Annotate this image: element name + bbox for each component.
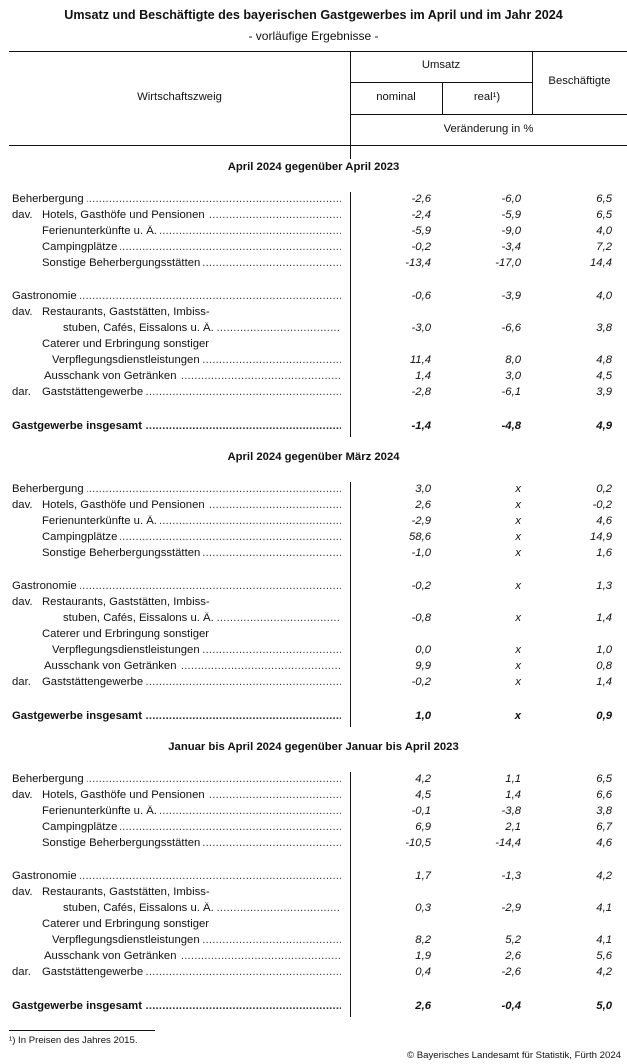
table-row: [0, 209, 627, 225]
row-label: Beherbergung: [12, 193, 87, 205]
table-row: [0, 918, 627, 946]
value-real: -14,4: [495, 837, 521, 849]
row-label: Beherbergung: [12, 483, 87, 495]
value-real: -9,0: [501, 225, 521, 237]
value-beschaeftigte: 4,6: [596, 515, 612, 527]
value-nominal: -0,2: [411, 676, 431, 688]
header-umsatz: Umsatz: [421, 59, 461, 71]
table-row: [0, 870, 627, 886]
value-real: 2,6: [505, 950, 521, 962]
value-nominal: 1,7: [415, 870, 431, 882]
value-beschaeftigte: 4,9: [596, 420, 612, 432]
table-row: [0, 531, 627, 547]
value-nominal: -0,8: [411, 612, 431, 624]
row-label: Campingplätze: [42, 531, 120, 543]
section-title: April 2024 gegenüber März 2024: [227, 451, 400, 463]
row-label: Sonstige Beherbergungsstätten: [42, 547, 203, 559]
copyright: © Bayerisches Landesamt für Statistik, Fürth 2024: [407, 1050, 621, 1061]
value-nominal: 4,2: [415, 773, 431, 785]
value-beschaeftigte: 4,2: [596, 870, 612, 882]
value-nominal: -1,0: [411, 547, 431, 559]
section-title: April 2024 gegenüber April 2023: [227, 161, 400, 173]
table-row: [0, 660, 627, 676]
table-row: [0, 805, 627, 821]
value-beschaeftigte: 1,4: [596, 676, 612, 688]
row-prefix: dav.: [12, 499, 33, 511]
row-label: Ferienunterkünfte u. Ä.: [42, 805, 160, 817]
value-real: -1,3: [501, 870, 521, 882]
value-real: 5,2: [505, 934, 521, 946]
value-real: x: [515, 660, 521, 672]
header-beschaeftigte: Beschäftigte: [548, 75, 611, 87]
value-beschaeftigte: 4,5: [596, 370, 612, 382]
row-label: Ausschank von Getränken: [44, 950, 180, 962]
value-beschaeftigte: 6,5: [596, 193, 612, 205]
value-nominal: -13,4: [405, 257, 431, 269]
value-beschaeftigte: 1,4: [596, 612, 612, 624]
table-row: [0, 386, 627, 402]
row-label: Ausschank von Getränken: [44, 370, 180, 382]
table-row: [0, 193, 627, 209]
value-real: -17,0: [495, 257, 521, 269]
row-label-continuation: stuben, Cafés, Eissalons u. Ä.: [63, 612, 217, 624]
row-label: Gastronomie: [12, 290, 80, 302]
value-nominal: 6,9: [415, 821, 431, 833]
value-beschaeftigte: 1,0: [596, 644, 612, 656]
value-nominal: 2,6: [415, 1000, 431, 1012]
table-row: [0, 547, 627, 563]
value-real: x: [515, 580, 521, 592]
row-label: Gastgewerbe insgesamt: [12, 420, 145, 432]
value-nominal: -2,9: [411, 515, 431, 527]
row-label: Hotels, Gasthöfe und Pensionen: [42, 789, 208, 801]
header-umsatz-rule: [350, 82, 532, 83]
value-real: 2,1: [505, 821, 521, 833]
value-nominal: -1,4: [411, 420, 431, 432]
value-real: -2,9: [501, 902, 521, 914]
table-row: [0, 789, 627, 805]
value-real: x: [515, 515, 521, 527]
row-label-continuation: Verpflegungsdienstleistungen: [52, 934, 203, 946]
value-real: x: [515, 531, 521, 543]
row-label: Hotels, Gasthöfe und Pensionen: [42, 499, 208, 511]
value-nominal: -5,9: [411, 225, 431, 237]
page-subtitle: - vorläufige Ergebnisse -: [248, 29, 379, 43]
value-nominal: 58,6: [409, 531, 431, 543]
value-nominal: -0,6: [411, 290, 431, 302]
table-row: [0, 1000, 627, 1016]
table-row: [0, 499, 627, 515]
value-real: -3,8: [501, 805, 521, 817]
table-row: [0, 886, 627, 914]
value-beschaeftigte: 1,6: [596, 547, 612, 559]
row-label-continuation: stuben, Cafés, Eissalons u. Ä.: [63, 322, 217, 334]
value-real: x: [515, 644, 521, 656]
section-title: Januar bis April 2024 gegenüber Januar bis April 2023: [168, 741, 459, 753]
row-label-continuation: Verpflegungsdienstleistungen: [52, 644, 203, 656]
page-title: Umsatz und Beschäftigte des bayerischen Gastgewerbes im April und im Jahr 2024: [64, 8, 563, 22]
row-label: Ferienunterkünfte u. Ä.: [42, 225, 160, 237]
table-row: [0, 773, 627, 789]
row-label: Ferienunterkünfte u. Ä.: [42, 515, 160, 527]
table-row: [0, 338, 627, 366]
table-row: [0, 596, 627, 624]
value-real: -6,0: [501, 193, 521, 205]
table-row: [0, 710, 627, 726]
value-real: 8,0: [505, 354, 521, 366]
value-real: x: [515, 612, 521, 624]
value-beschaeftigte: 5,6: [596, 950, 612, 962]
value-beschaeftigte: 14,9: [590, 531, 612, 543]
value-real: -3,9: [501, 290, 521, 302]
row-prefix: dar.: [12, 676, 31, 688]
header-nominal: nominal: [376, 91, 416, 103]
value-beschaeftigte: 6,6: [596, 789, 612, 801]
value-real: x: [515, 547, 521, 559]
value-real: -5,9: [501, 209, 521, 221]
value-nominal: 2,6: [415, 499, 431, 511]
value-beschaeftigte: 4,2: [596, 966, 612, 978]
footnote: ¹) In Preisen des Jahres 2015.: [9, 1035, 138, 1046]
value-beschaeftigte: 3,9: [596, 386, 612, 398]
value-nominal: -0,2: [411, 241, 431, 253]
value-real: -0,4: [501, 1000, 521, 1012]
row-label: Sonstige Beherbergungsstätten: [42, 837, 203, 849]
value-real: x: [515, 483, 521, 495]
header-unit-rule: [350, 114, 627, 115]
row-label: Ausschank von Getränken: [44, 660, 180, 672]
row-label: Hotels, Gasthöfe und Pensionen: [42, 209, 208, 221]
value-real: 1,4: [505, 789, 521, 801]
table-row: [0, 420, 627, 436]
value-nominal: -0,2: [411, 580, 431, 592]
row-label: Beherbergung: [12, 773, 87, 785]
row-label: Gastgewerbe insgesamt: [12, 1000, 145, 1012]
row-label: Caterer und Erbringung sonstiger: [42, 918, 212, 930]
value-nominal: 11,4: [409, 354, 431, 366]
value-beschaeftigte: 7,2: [596, 241, 612, 253]
row-prefix: dav.: [12, 596, 33, 608]
value-beschaeftigte: 0,8: [596, 660, 612, 672]
value-beschaeftigte: 4,1: [596, 902, 612, 914]
value-nominal: -2,4: [411, 209, 431, 221]
value-beschaeftigte: 6,5: [596, 773, 612, 785]
value-nominal: -10,5: [405, 837, 431, 849]
table-row: [0, 306, 627, 334]
table-row: [0, 483, 627, 499]
value-nominal: 0,4: [415, 966, 431, 978]
row-prefix: dav.: [12, 789, 33, 801]
row-prefix: dav.: [12, 306, 33, 318]
value-nominal: 0,3: [415, 902, 431, 914]
row-label: Campingplätze: [42, 241, 120, 253]
value-real: x: [514, 710, 521, 722]
value-nominal: -2,6: [411, 193, 431, 205]
table-row: [0, 241, 627, 257]
value-nominal: 3,0: [415, 483, 431, 495]
value-beschaeftigte: 4,0: [596, 225, 612, 237]
row-label: Gastgewerbe insgesamt: [12, 710, 145, 722]
row-label: Caterer und Erbringung sonstiger: [42, 628, 212, 640]
table-row: [0, 290, 627, 306]
header-unit: Veränderung in %: [443, 123, 534, 135]
value-beschaeftigte: 6,5: [596, 209, 612, 221]
value-nominal: 1,0: [415, 710, 431, 722]
header-real: real¹): [473, 91, 501, 103]
value-beschaeftigte: 4,1: [596, 934, 612, 946]
footnote-rule: [9, 1030, 155, 1031]
value-nominal: 1,9: [415, 950, 431, 962]
row-label: Restaurants, Gaststätten, Imbiss-: [42, 306, 213, 318]
value-real: x: [515, 676, 521, 688]
row-label: Restaurants, Gaststätten, Imbiss-: [42, 596, 213, 608]
row-label: Gastronomie: [12, 870, 80, 882]
table-row: [0, 580, 627, 596]
value-beschaeftigte: 14,4: [590, 257, 612, 269]
value-beschaeftigte: 0,2: [596, 483, 612, 495]
table-row: [0, 370, 627, 386]
value-beschaeftigte: 4,6: [596, 837, 612, 849]
table-row: [0, 950, 627, 966]
table-row: [0, 966, 627, 982]
row-label: Sonstige Beherbergungsstätten: [42, 257, 203, 269]
value-real: x: [515, 499, 521, 511]
value-real: -3,4: [501, 241, 521, 253]
table-row: [0, 515, 627, 531]
header-bottom-rule: [9, 145, 627, 146]
table-row: [0, 676, 627, 692]
table-row: [0, 837, 627, 853]
row-label: Campingplätze: [42, 821, 120, 833]
value-beschaeftigte: 0,9: [596, 710, 612, 722]
header-wirtschaftszweig: Wirtschaftszweig: [137, 91, 222, 103]
row-prefix: dav.: [12, 209, 33, 221]
value-nominal: 8,2: [415, 934, 431, 946]
row-label: Gaststättengewerbe: [42, 386, 146, 398]
row-label: Gaststättengewerbe: [42, 966, 146, 978]
value-beschaeftigte: -0,2: [592, 499, 612, 511]
value-nominal: -2,8: [411, 386, 431, 398]
value-real: 3,0: [505, 370, 521, 382]
row-label: Caterer und Erbringung sonstiger: [42, 338, 212, 350]
value-real: -6,1: [501, 386, 521, 398]
table-row: [0, 257, 627, 273]
value-beschaeftigte: 4,8: [596, 354, 612, 366]
value-nominal: 9,9: [415, 660, 431, 672]
row-label-continuation: stuben, Cafés, Eissalons u. Ä.: [63, 902, 217, 914]
value-real: -2,6: [501, 966, 521, 978]
row-label: Gaststättengewerbe: [42, 676, 146, 688]
table-row: [0, 225, 627, 241]
value-real: 1,1: [505, 773, 521, 785]
row-label: Gastronomie: [12, 580, 80, 592]
value-beschaeftigte: 3,8: [596, 805, 612, 817]
value-beschaeftigte: 3,8: [596, 322, 612, 334]
row-label: Restaurants, Gaststätten, Imbiss-: [42, 886, 213, 898]
row-label-continuation: Verpflegungsdienstleistungen: [52, 354, 203, 366]
value-beschaeftigte: 1,3: [596, 580, 612, 592]
value-nominal: -0,1: [411, 805, 431, 817]
row-prefix: dav.: [12, 886, 33, 898]
value-real: -6,6: [501, 322, 521, 334]
table-row: [0, 628, 627, 656]
value-real: -4,8: [501, 420, 521, 432]
row-prefix: dar.: [12, 966, 31, 978]
value-nominal: 0,0: [415, 644, 431, 656]
value-nominal: -3,0: [411, 322, 431, 334]
header-top-rule: [9, 51, 627, 52]
table-row: [0, 821, 627, 837]
value-nominal: 4,5: [415, 789, 431, 801]
row-prefix: dar.: [12, 386, 31, 398]
value-nominal: 1,4: [415, 370, 431, 382]
value-beschaeftigte: 6,7: [596, 821, 612, 833]
value-beschaeftigte: 4,0: [596, 290, 612, 302]
value-beschaeftigte: 5,0: [596, 1000, 612, 1012]
